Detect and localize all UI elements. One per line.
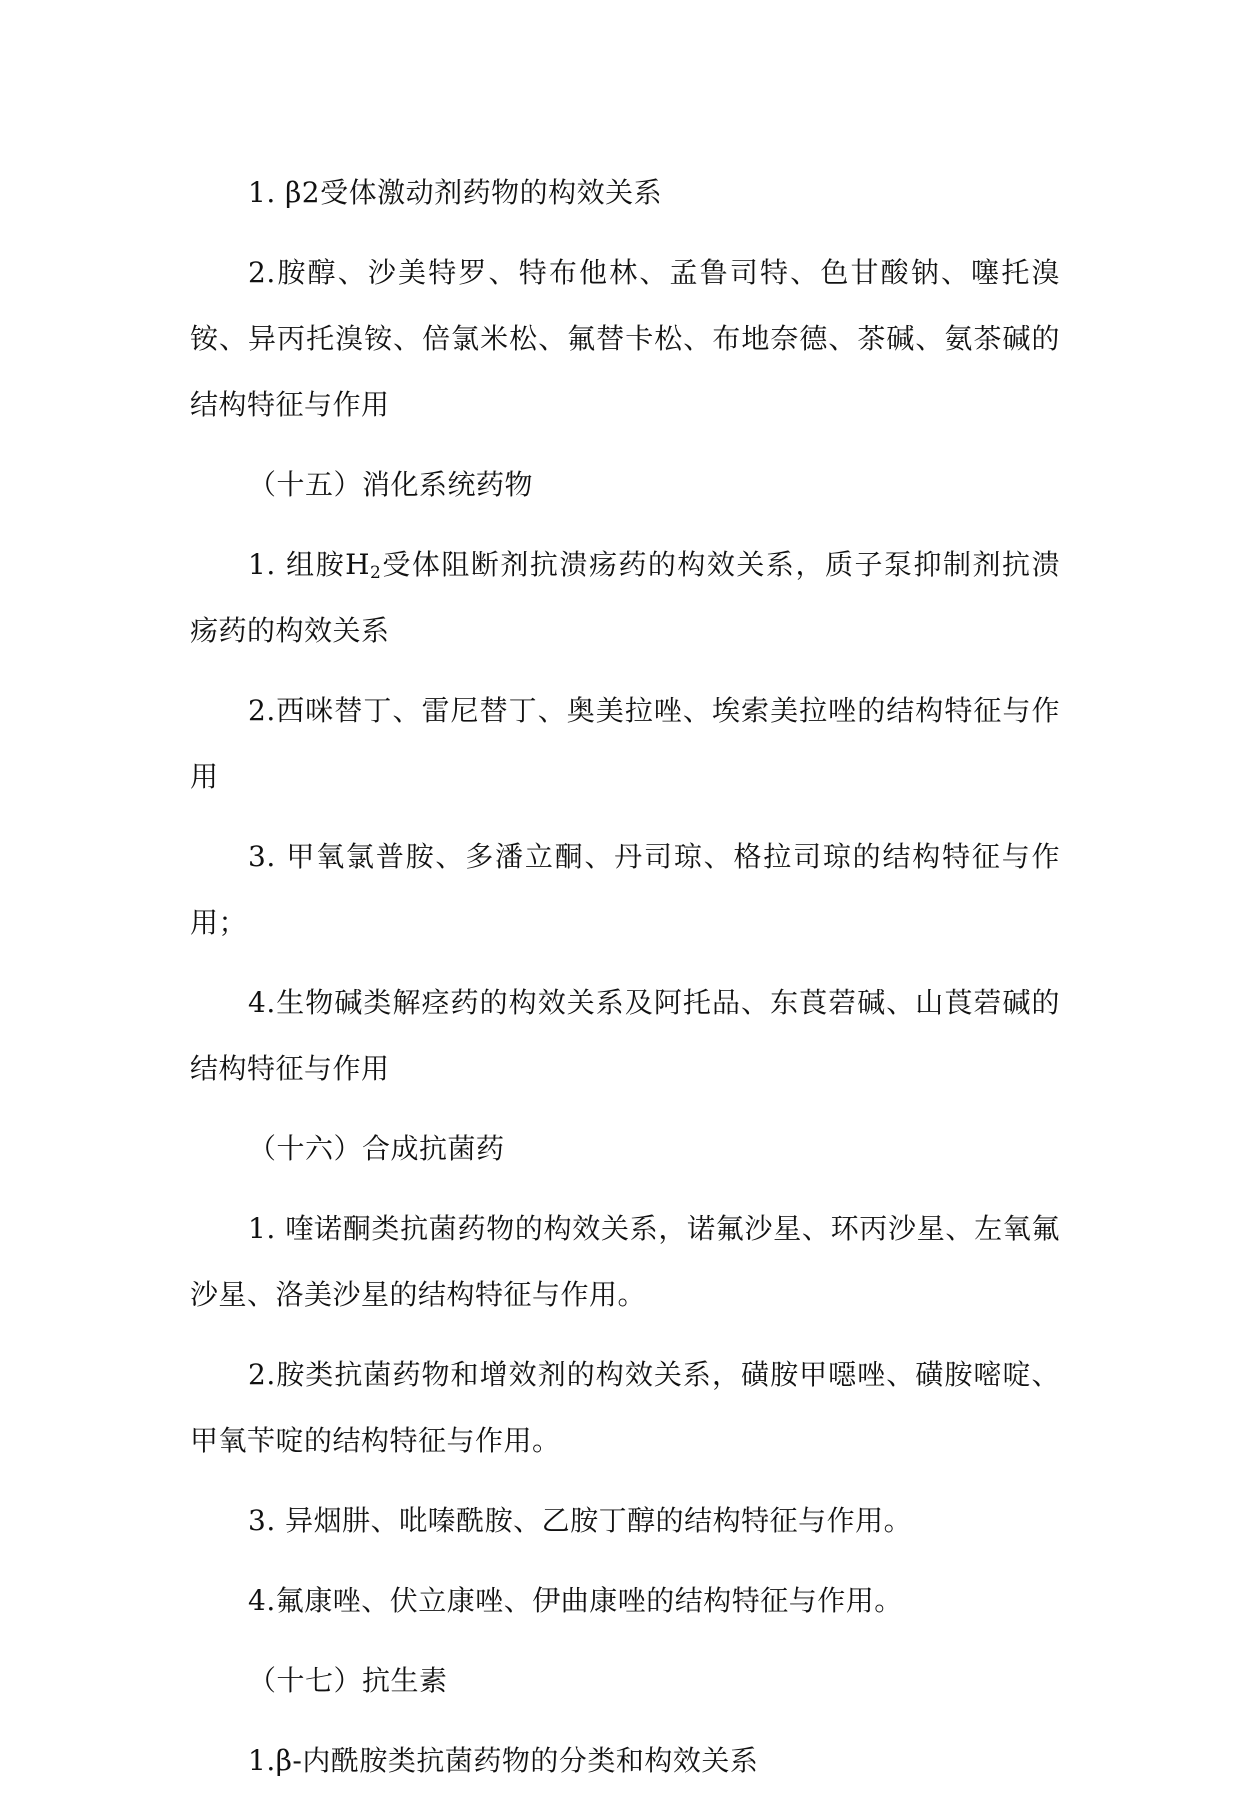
h2-text-suffix: 受体阻断剂抗溃疡药的构效关系，质子泵抑制剂抗溃疡药的构效关系	[190, 548, 1060, 647]
paragraph-antifungal-drugs: 4.氟康唑、伏立康唑、伊曲康唑的结构特征与作用。	[248, 1584, 903, 1617]
paragraph-h2-blocker-drugs: 2.西咪替丁、雷尼替丁、奥美拉唑、埃索美拉唑的结构特征与作用	[190, 694, 1060, 793]
paragraph-quinolone-drugs: 1. 喹诺酮类抗菌药物的构效关系，诺氟沙星、环丙沙星、左氧氟沙星、洛美沙星的结构特征与作用。	[190, 1212, 1060, 1311]
paragraph-beta-lactam-sar: 1.β-内酰胺类抗菌药物的分类和构效关系	[248, 1744, 759, 1777]
h2-text-prefix: 1. 组胺H	[248, 548, 371, 581]
paragraph-antispasmodic-drugs: 4.生物碱类解痉药的构效关系及阿托品、东莨菪碱、山莨菪碱的结构特征与作用	[190, 986, 1060, 1085]
section-heading-15: （十五）消化系统药物	[248, 468, 534, 501]
section-heading-16: （十六）合成抗菌药	[248, 1132, 505, 1165]
paragraph-beta2-agonist-sar: 1. β2受体激动剂药物的构效关系	[248, 176, 663, 209]
section-heading-17: （十七）抗生素	[248, 1664, 448, 1697]
paragraph-h2-blocker-sar	[190, 532, 1060, 664]
document-body	[190, 160, 1060, 1808]
paragraph-respiratory-drugs: 2.胺醇、沙美特罗、特布他林、孟鲁司特、色甘酸钠、噻托溴铵、异丙托溴铵、倍氯米松、氟替卡松、布地奈德、茶碱、氨茶碱的结构特征与作用	[190, 256, 1060, 421]
h2-subscript: 2	[370, 563, 382, 583]
paragraph-antiemetic-drugs: 3. 甲氧氯普胺、多潘立酮、丹司琼、格拉司琼的结构特征与作用；	[190, 840, 1060, 939]
paragraph-sulfonamide-drugs: 2.胺类抗菌药物和增效剂的构效关系，磺胺甲噁唑、磺胺嘧啶、甲氧苄啶的结构特征与作用。	[190, 1358, 1060, 1457]
paragraph-antitubercular-drugs: 3. 异烟肼、吡嗪酰胺、乙胺丁醇的结构特征与作用。	[248, 1504, 913, 1537]
